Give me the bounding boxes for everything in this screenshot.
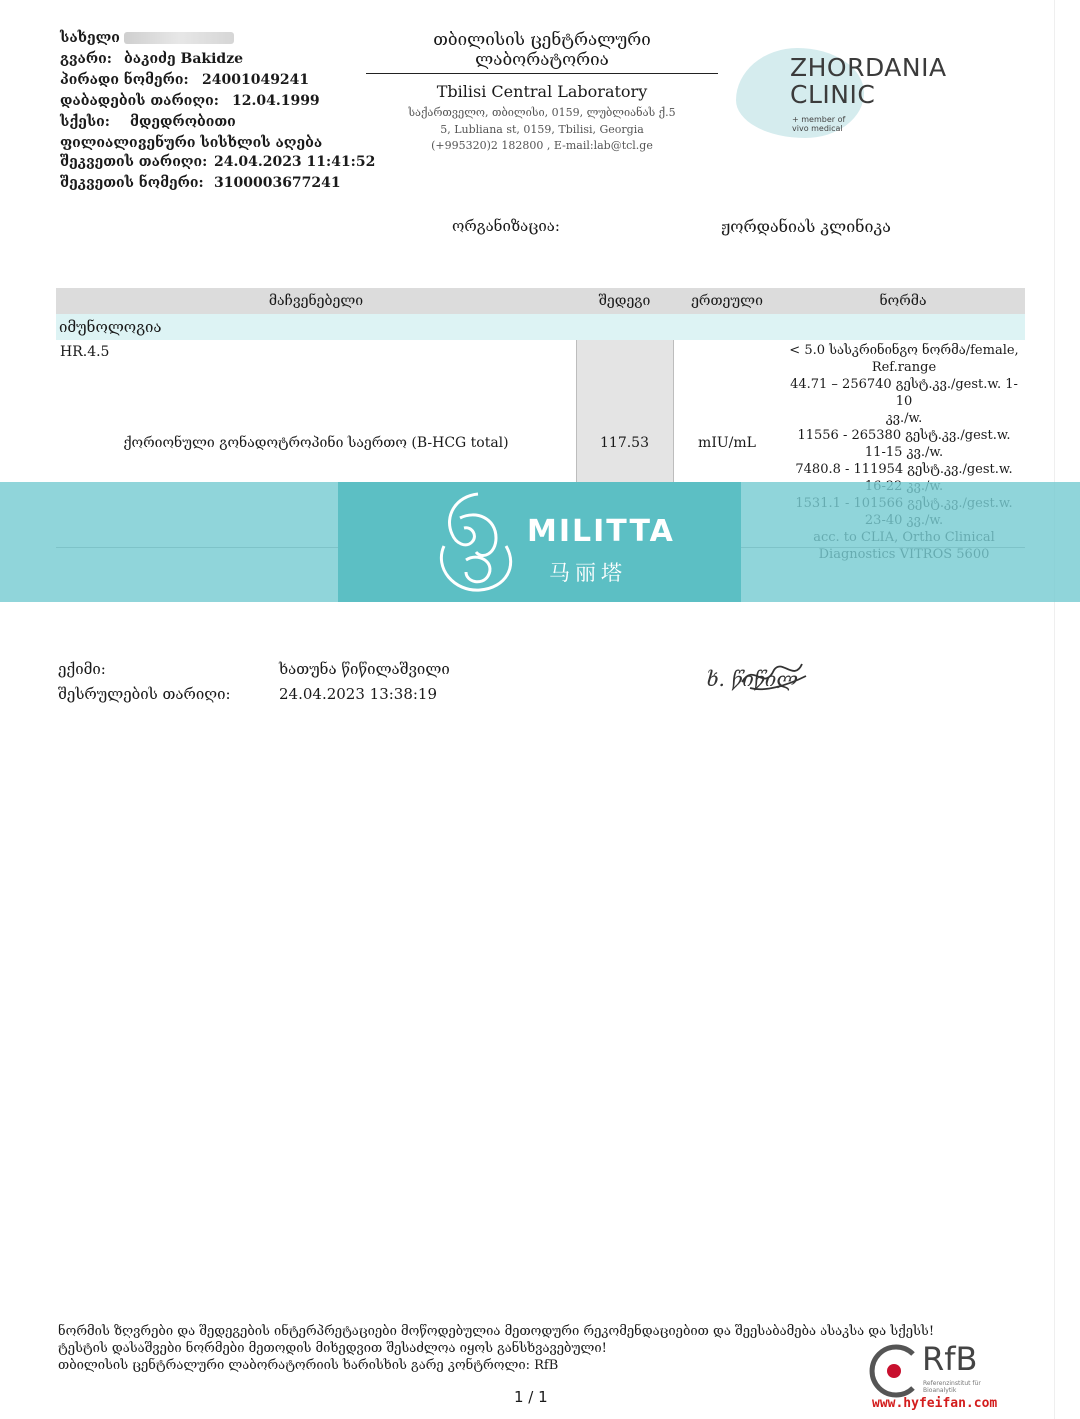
- clinic-logo-line1: ZHORDANIA: [790, 53, 947, 82]
- lab-name-georgian: თბილისის ცენტრალური ლაბორატორია: [366, 30, 718, 74]
- watermark-name: MILITTA: [527, 514, 675, 549]
- clinic-logo: [736, 40, 966, 140]
- patient-dob-row: [60, 93, 320, 109]
- rfb-logo-subtext: Referenzinstitut für Bioanalytik: [923, 1380, 981, 1394]
- norm-line: 11556 - 265380 გესტ.კვ./gest.w.: [797, 428, 1011, 443]
- norm-line: Ref.range: [871, 360, 937, 375]
- watermark-chinese-name: 马丽塔: [549, 561, 627, 585]
- lab-address-georgian: საქართველო, თბილისი, 0159, ლუბლიანას ქ.5: [408, 106, 676, 119]
- norm-line: 44.71 – 256740 გესტ.კვ./gest.w. 1-10: [790, 377, 1018, 409]
- militta-logo-icon: [426, 488, 526, 596]
- norm-line: < 5.0 სასკრინინგო ნორმა/female,: [789, 343, 1019, 358]
- order-number-value: 3100003677241: [214, 175, 341, 191]
- patient-id-value: 24001049241: [202, 72, 310, 88]
- header-indicator: მაჩვენებელი: [268, 293, 364, 309]
- footer-line-1: ნორმის ზღვრები და შედეგების ინტერპრეტაციები მოწოდებულია მეთოდური რეკომენდაციებით და შეესაბამება ასაკსა და სქესს!: [58, 1324, 935, 1339]
- lab-header: [366, 30, 718, 155]
- patient-name-row: [60, 30, 234, 46]
- test-unit: mIU/mL: [698, 435, 756, 451]
- page-edge: [1054, 0, 1055, 1419]
- test-code: HR.4.5: [60, 344, 110, 360]
- norm-line: 7480.8 - 111954 გესტ.კვ./gest.w.: [795, 462, 1013, 477]
- patient-branch-label: ფილიალი:: [60, 135, 143, 151]
- lab-address-english: 5, Lubliana st, 0159, Tbilisi, Georgia: [440, 122, 644, 136]
- patient-sex-row: [60, 114, 236, 130]
- signature-text: ხ. წიწილ: [706, 667, 798, 691]
- rfb-logo-text: RfB: [922, 1340, 978, 1378]
- patient-branch-row: [60, 135, 323, 151]
- section-title: იმუნოლოგია: [59, 318, 162, 336]
- patient-dob-value: 12.04.1999: [232, 93, 320, 109]
- clinic-logo-sub1: + member of: [792, 115, 846, 124]
- lab-name-english: Tbilisi Central Laboratory: [436, 82, 648, 101]
- doctor-label: ექიმი:: [58, 660, 106, 678]
- rfb-logo: [865, 1340, 995, 1400]
- patient-surname-label: გვარი:: [60, 51, 112, 67]
- patient-sex-value: მდედრობითი: [130, 114, 236, 130]
- clinic-logo-sub2: vivo medical: [792, 124, 843, 133]
- table-header: [56, 288, 1025, 314]
- patient-dob-label: დაბადების თარიღი:: [60, 93, 219, 109]
- execution-date-value: 24.04.2023 13:38:19: [279, 685, 438, 703]
- lab-contacts: [366, 105, 718, 155]
- norm-line: კვ./w.: [885, 411, 923, 426]
- order-date-value: 24.04.2023 11:41:52: [214, 154, 376, 170]
- clinic-logo-sub: [792, 115, 845, 133]
- section-immunology: [56, 314, 1025, 340]
- patient-sex-label: სქესი:: [60, 114, 110, 130]
- patient-surname-row: [60, 51, 244, 67]
- lab-contact: (+995320)2 182800 , E-mail:lab@tcl.ge: [431, 139, 653, 152]
- patient-surname-value: ბაკიძე Bakidze: [124, 51, 244, 67]
- organization-label: ორგანიზაცია:: [452, 217, 560, 235]
- organization-value: ჟორდანიას კლინიკა: [721, 217, 891, 236]
- rfb-logo-icon: [865, 1342, 923, 1400]
- clinic-logo-text: [790, 54, 947, 108]
- patient-id-label: პირადი ნომერი:: [60, 72, 189, 88]
- patient-branch-value: ვენური სისხლის აღება: [138, 135, 323, 151]
- footer-notes: [58, 1323, 934, 1374]
- test-name: ქორიონული გონადოტროპინი საერთო (B-HCG total): [123, 435, 509, 451]
- patient-name-label: სახელი: [60, 30, 120, 46]
- redacted-name: [124, 32, 234, 44]
- norm-line: 11-15 კვ./w.: [864, 445, 944, 460]
- doctor-signature: [702, 652, 812, 704]
- order-number-row: [60, 175, 341, 191]
- header-result: შედეგი: [598, 293, 651, 309]
- header-norm: ნორმა: [879, 293, 927, 309]
- patient-id-row: [60, 72, 310, 88]
- test-result: 117.53: [600, 435, 649, 451]
- page-number: 1 / 1: [514, 1388, 548, 1406]
- doctor-value: ხათუნა წიწილაშვილი: [279, 660, 450, 678]
- header-unit: ერთეული: [691, 293, 763, 309]
- order-date-row: [60, 154, 376, 170]
- execution-date-label: შესრულების თარიღი:: [58, 685, 231, 703]
- order-number-label: შეკვეთის ნომერი:: [60, 175, 204, 191]
- footer-line-3: თბილისის ცენტრალური ლაბორატორიის ხარისხის გარე კონტროლი: RfB: [58, 1358, 559, 1373]
- order-date-label: შეკვეთის თარიღი:: [60, 154, 208, 170]
- footer-line-2: ტესტის დასაშვები ნორმები მეთოდის მიხედვით შესაძლოა იყოს განსხვავებული!: [58, 1341, 607, 1356]
- clinic-logo-line2: CLINIC: [790, 80, 876, 109]
- site-watermark: www.hyfeifan.com: [872, 1396, 998, 1411]
